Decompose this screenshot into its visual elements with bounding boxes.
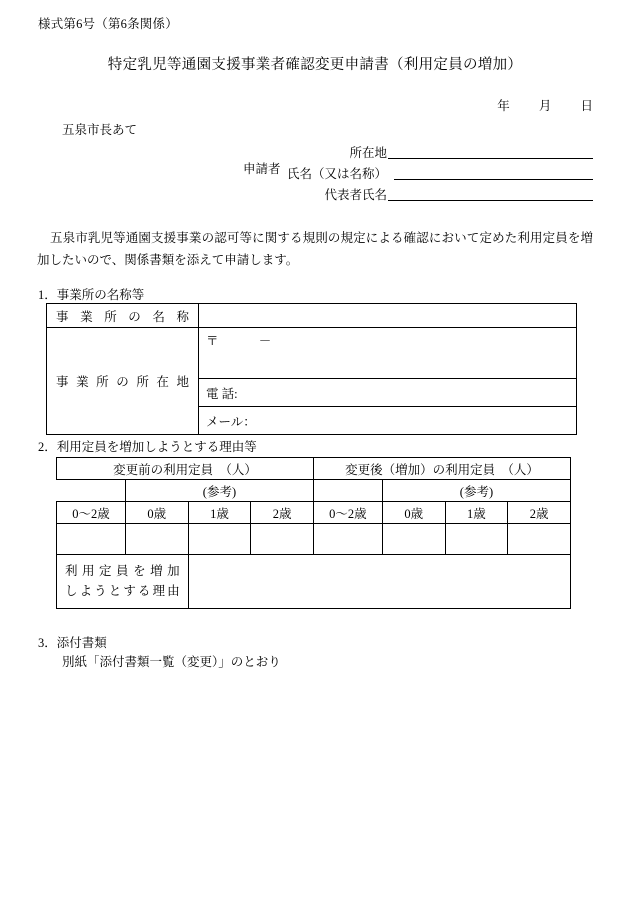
before-col-age-2: 2歳 xyxy=(251,502,314,524)
before-col-age-1: 1歳 xyxy=(188,502,251,524)
office-address-label: 事業所の所在地 xyxy=(47,328,199,435)
applicant-representative-input[interactable] xyxy=(388,186,593,201)
office-phone-label: 電 話: xyxy=(206,386,238,401)
table-row xyxy=(57,555,571,609)
section3-heading: 3．添付書類 xyxy=(38,636,107,650)
applicant-location-input[interactable] xyxy=(388,144,593,159)
office-mail-cell[interactable] xyxy=(199,407,577,435)
office-name-label: 事業所の名称 xyxy=(47,304,199,328)
office-name-input[interactable] xyxy=(199,304,577,328)
after-value-age-1[interactable] xyxy=(445,524,508,555)
before-col-age-0: 0歳 xyxy=(125,502,188,524)
office-postal-cell[interactable] xyxy=(199,328,577,379)
intro-paragraph: 五泉市乳児等通園支援事業の認可等に関する規則の規定による確認において定めた利用定員を増加したいので、関係書類を添えて申請します。 xyxy=(37,231,593,267)
table-row xyxy=(57,524,571,555)
after-col-age-2: 2歳 xyxy=(508,502,571,524)
applicant-tag-label: 申請者 xyxy=(243,162,281,176)
before-value-age-2[interactable] xyxy=(251,524,314,555)
section1-heading: 1．事業所の名称等 xyxy=(38,288,145,302)
table-row xyxy=(57,458,571,480)
page-title: 特定乳児等通園支援事業者確認変更申請書（利用定員の増加） xyxy=(107,57,523,73)
postal-dash: － xyxy=(258,334,272,348)
section3-body: 別紙「添付書類一覧（変更）」のとおり xyxy=(62,655,281,669)
applicant-name-row xyxy=(0,159,593,180)
reason-input[interactable] xyxy=(188,555,570,609)
table-row xyxy=(57,502,571,524)
applicant-representative-row xyxy=(0,180,593,201)
before-value-age-0-2[interactable] xyxy=(57,524,126,555)
table-row xyxy=(47,304,577,328)
after-spacer-cell xyxy=(313,480,382,502)
applicant-location-label: 所在地 xyxy=(349,145,387,160)
after-col-age-0: 0歳 xyxy=(382,502,445,524)
applicant-location-row xyxy=(0,138,593,159)
applicant-name-label: 氏名（又は名称） xyxy=(286,166,387,181)
table-row xyxy=(57,480,571,502)
after-col-age-1: 1歳 xyxy=(445,502,508,524)
after-value-age-0-2[interactable] xyxy=(313,524,382,555)
table-row xyxy=(47,328,577,379)
before-value-age-1[interactable] xyxy=(188,524,251,555)
after-value-age-0[interactable] xyxy=(382,524,445,555)
reason-label-line2: しようとする理由 xyxy=(65,583,180,598)
before-col-age-0-2: 0〜2歳 xyxy=(57,502,126,524)
office-info-table xyxy=(46,303,577,435)
after-value-age-2[interactable] xyxy=(508,524,571,555)
office-phone-cell[interactable] xyxy=(199,379,577,407)
form-number: 様式第6号（第6条関係） xyxy=(38,17,178,31)
after-reference-header: (参考) xyxy=(382,480,570,502)
office-mail-label: メール： xyxy=(206,414,256,429)
before-reference-header: (参考) xyxy=(125,480,313,502)
date-year-label: 年 xyxy=(497,99,510,113)
date-day-label: 日 xyxy=(580,99,593,113)
section2-heading: 2．利用定員を増加しようとする理由等 xyxy=(38,440,257,454)
after-col-age-0-2: 0〜2歳 xyxy=(313,502,382,524)
before-change-header: 変更前の利用定員 （人） xyxy=(57,458,314,480)
before-value-age-0[interactable] xyxy=(125,524,188,555)
capacity-table xyxy=(56,457,571,609)
postal-mark-icon: 〒 xyxy=(206,334,219,348)
before-spacer-cell xyxy=(57,480,126,502)
date-month-label: 月 xyxy=(538,99,552,113)
date-line xyxy=(0,96,593,114)
addressee: 五泉市長あて xyxy=(62,123,138,137)
reason-label-line1: 利用定員を増加 xyxy=(65,564,180,579)
applicant-block xyxy=(0,138,593,201)
applicant-representative-label: 代表者氏名 xyxy=(324,187,387,202)
reason-label xyxy=(57,555,189,609)
applicant-name-input[interactable] xyxy=(394,165,593,180)
after-change-header: 変更後（増加）の利用定員 （人） xyxy=(313,458,570,480)
